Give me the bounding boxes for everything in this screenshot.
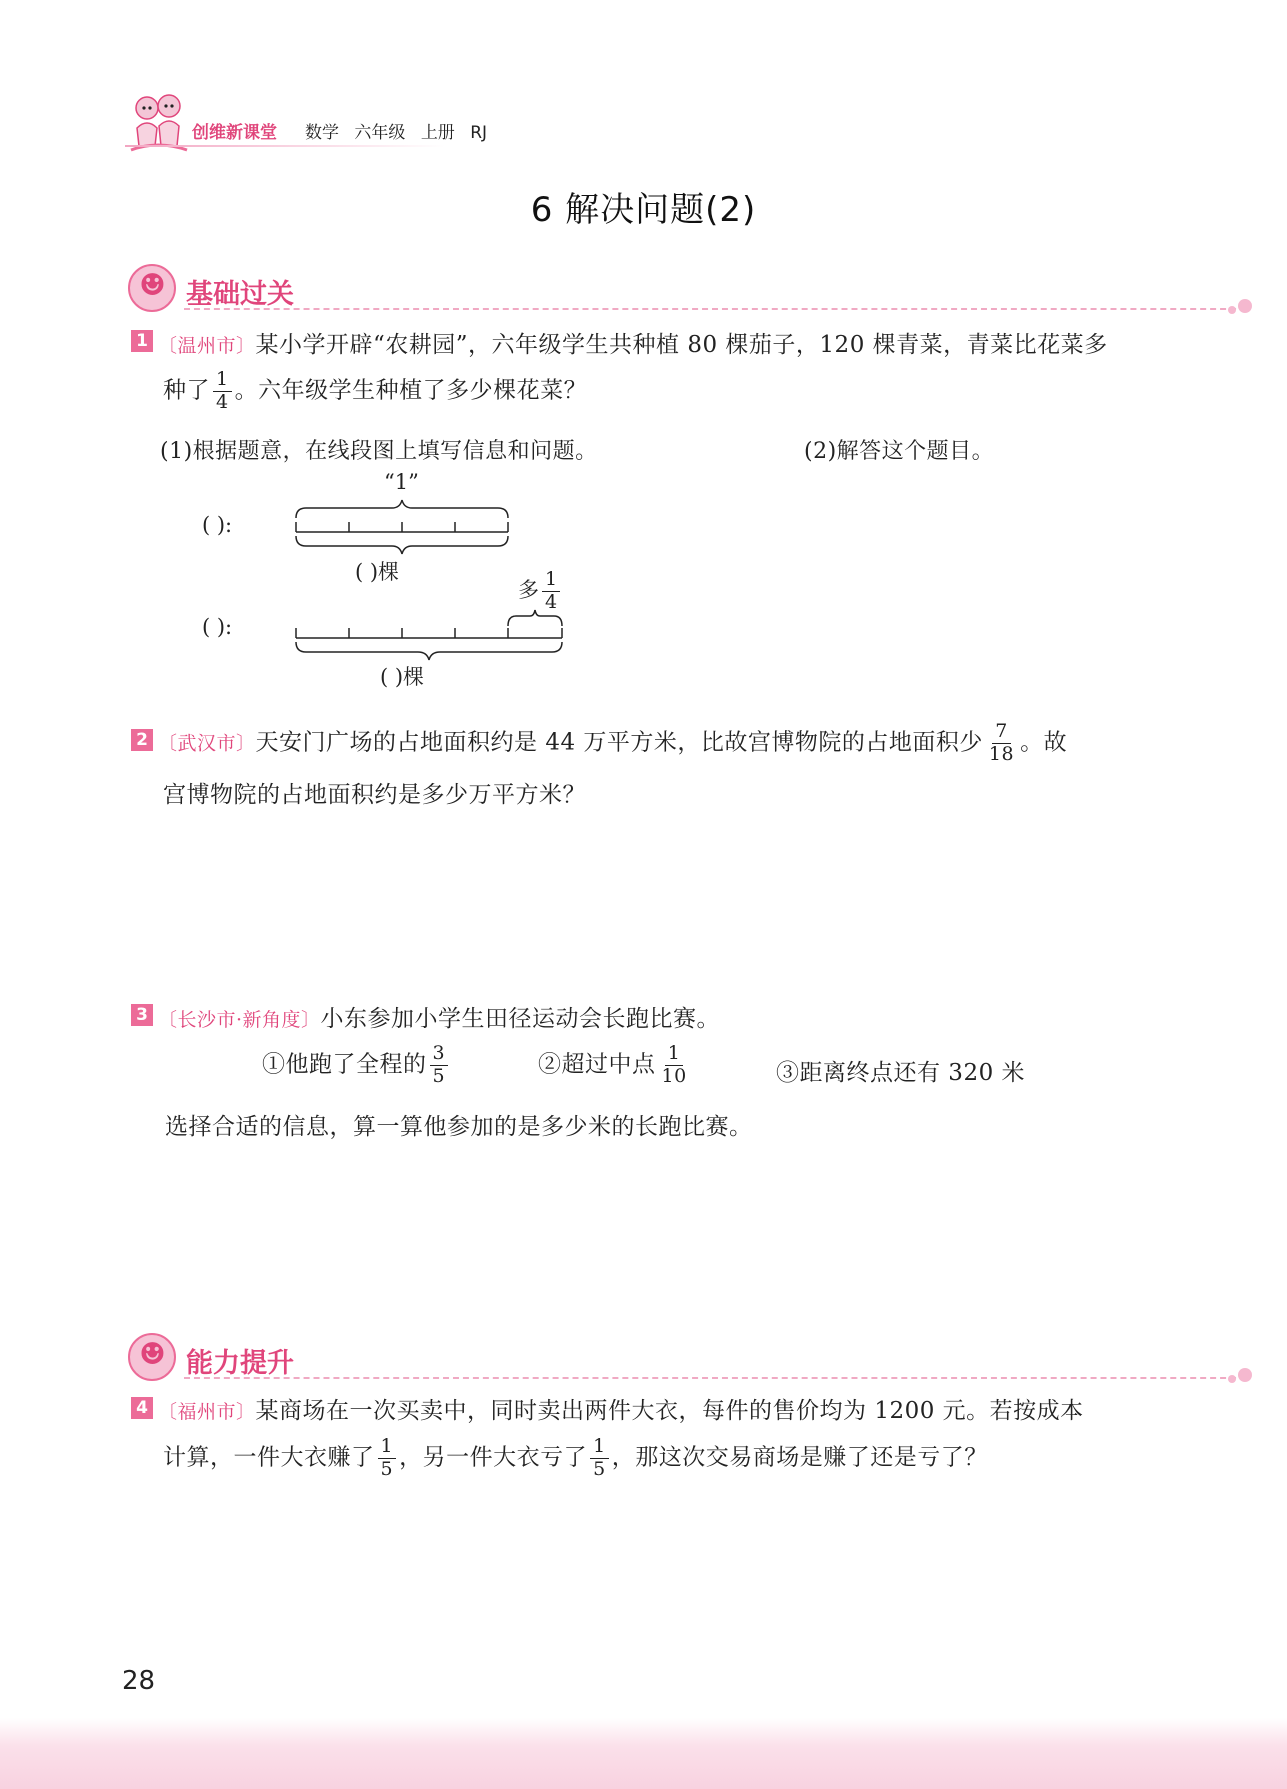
page-title: 6 解决问题(2) <box>530 190 757 230</box>
question-number: 4 <box>131 1397 153 1419</box>
brace-bottom-row1 <box>296 536 508 554</box>
q1-text-1: 某小学开辟“农耕园”，六年级学生共种植 80 棵茄子，120 棵青菜，青菜比花菜多 <box>255 332 1108 358</box>
q1-sub1: (1)根据题意，在线段图上填写信息和问题。 <box>160 439 598 464</box>
q2-line2: 宫博物院的占地面积约是多少万平方米？ <box>163 782 586 808</box>
section-divider <box>184 1377 1246 1379</box>
brand-name: 创维新课堂 <box>192 123 277 143</box>
frac-numerator: 1 <box>378 1437 397 1459</box>
q3-source-tag: 〔长沙市·新角度〕 <box>158 1009 321 1031</box>
mascot-badge-icon <box>128 1333 176 1381</box>
question-number: 1 <box>131 330 153 352</box>
frac-numerator: 1 <box>213 370 232 392</box>
row1-label-blank: ( ): <box>202 513 233 537</box>
segment-diagram <box>0 0 1287 760</box>
section-title-basic: 基础过关 <box>186 279 294 310</box>
frac-denominator: 5 <box>593 1457 606 1480</box>
q4-fraction-1 <box>378 1437 397 1480</box>
q1-text-2a: 种了 <box>163 377 210 404</box>
section-header-advanced <box>128 1333 1258 1389</box>
frac-numerator: 1 <box>590 1437 609 1459</box>
q4-text-2c: ，那这次交易商场是赚了还是亏了？ <box>611 1444 988 1471</box>
q3-option-1 <box>262 1044 451 1087</box>
frac-denominator: 4 <box>545 590 558 613</box>
q1-text-2b: 。六年级学生种植了多少棵花菜？ <box>234 377 588 404</box>
q2-text-1a: 天安门广场的占地面积约是 44 万平方米，比故宫博物院的占地面积少 <box>255 729 983 756</box>
unit-label: “1” <box>384 470 419 494</box>
q4-text-2b: ，另一件大衣亏了 <box>399 1444 588 1471</box>
divider-dot-icon <box>1238 1368 1252 1382</box>
frac-numerator: 1 <box>665 1044 684 1066</box>
frac-denominator: 4 <box>216 390 229 413</box>
q3-option-2 <box>538 1044 693 1087</box>
volume: 上册 <box>420 123 455 143</box>
q3-option-2-fraction <box>659 1044 690 1087</box>
frac-denominator: 5 <box>380 1457 394 1480</box>
q4-line2 <box>163 1437 988 1480</box>
q2-fraction <box>986 722 1017 765</box>
q3-line1 <box>158 1000 720 1033</box>
q2-source-tag: 〔武汉市〕 <box>158 732 256 755</box>
frac-denominator: 5 <box>432 1064 446 1087</box>
section-title-advanced: 能力提升 <box>186 1348 294 1379</box>
frac-numerator: 3 <box>430 1044 449 1066</box>
q2-text-1b: 。故 <box>1020 729 1068 756</box>
brace-bottom-row2 <box>296 642 562 660</box>
brace-extra-row2 <box>508 610 562 626</box>
q4-fraction-2 <box>590 1437 609 1480</box>
frac-denominator: 10 <box>661 1064 687 1087</box>
q4-text-2a: 计算，一件大衣赚了 <box>163 1444 375 1471</box>
q3-option-1-text: ①他跑了全程的 <box>262 1051 427 1078</box>
frac-numerator: 1 <box>542 570 560 592</box>
q3-text-1: 小东参加小学生田径运动会长跑比赛。 <box>320 1006 721 1032</box>
footer-band <box>0 1718 1287 1789</box>
grade: 六年级 <box>354 123 406 143</box>
row2-count-blank: ( )棵 <box>380 665 425 689</box>
more-text: 多 <box>518 577 539 602</box>
subject: 数学 <box>305 123 339 143</box>
q3-option-3: ③距离终点还有 320 米 <box>776 1060 1026 1086</box>
row1-count-blank: ( )棵 <box>355 560 400 584</box>
q4-source-tag: 〔福州市〕 <box>158 1401 256 1423</box>
frac-numerator: 7 <box>992 722 1011 744</box>
q3-option-2-text: ②超过中点 <box>538 1051 656 1078</box>
divider-dot-icon <box>1228 1375 1236 1383</box>
q3-line3: 选择合适的信息，算一算他参加的是多少米的长跑比赛。 <box>165 1114 753 1140</box>
question-number: 3 <box>131 1004 153 1026</box>
frac-denominator: 18 <box>988 742 1015 765</box>
q1-sub2: (2)解答这个题目。 <box>804 439 995 464</box>
q2-line1 <box>158 722 1067 765</box>
q3-option-1-fraction <box>430 1044 449 1087</box>
question-number: 2 <box>131 729 153 751</box>
q4-line1 <box>158 1392 1084 1425</box>
q4-text-1: 某商场在一次买卖中，同时卖出两件大衣，每件的售价均为 1200 元。若按成本 <box>255 1398 1084 1424</box>
edition: RJ <box>470 123 488 143</box>
q1-source-tag: 〔温州市〕 <box>158 335 256 357</box>
page-number: 28 <box>122 1666 156 1696</box>
brace-top-row1 <box>296 500 508 518</box>
row2-label-blank: ( ): <box>202 615 233 639</box>
